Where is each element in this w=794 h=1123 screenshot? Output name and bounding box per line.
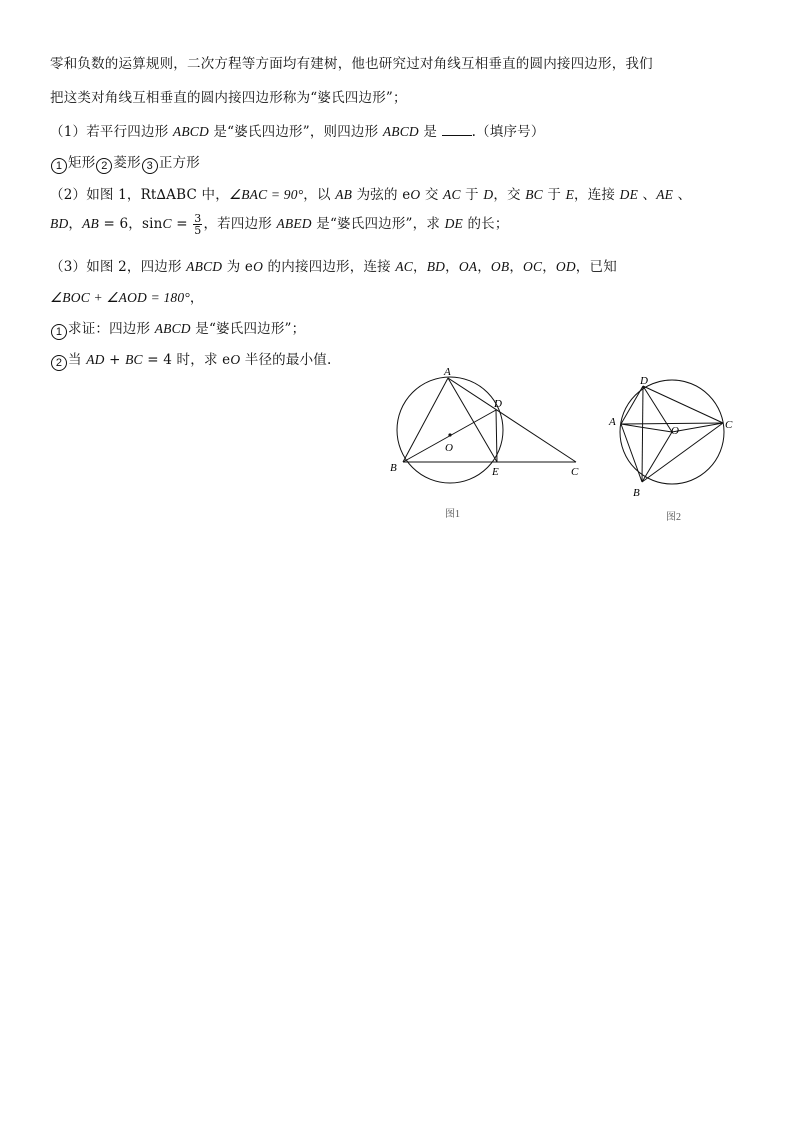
question-2-line-1: （2）如图 1，Rt∆ABC 中，∠BAC = 90°，以 AB 为弦的 eO 交 AC 于 D，交 BC 于 E，连接 DE 、AE 、 [50, 187, 692, 203]
fig2-caption: 图2 [666, 512, 681, 523]
question-1: （1）若平行四边形 ABCD 是“婆氏四边形”，则四边形 ABCD 是 .（填序号） [50, 124, 545, 140]
question-3-line-1: （3）如图 2，四边形 ABCD 为 eO 的内接四边形，连接 AC，BD，OA，OB，OC，OD，已知 [50, 259, 617, 275]
answer-blank [442, 123, 472, 136]
fig1-segment-de [496, 410, 497, 462]
option-1-text: 矩形 [68, 155, 96, 171]
fig2-label-o: O [671, 425, 679, 437]
option-2-number: 2 [96, 158, 112, 174]
fig2-segment-ac [621, 423, 723, 424]
fig1-label-d: D [494, 398, 502, 410]
option-3-number: 3 [142, 158, 158, 174]
fig1-label-o: O [445, 442, 453, 454]
question-1-options [50, 151, 200, 174]
fig1-caption: 图1 [445, 509, 460, 520]
fig2-label-b: B [633, 487, 640, 499]
figure-2 [600, 372, 750, 532]
fig1-center-dot [448, 433, 451, 436]
fig1-label-a: A [444, 366, 451, 378]
fig1-segment-ac [448, 378, 576, 462]
fig2-segment-oc [672, 423, 723, 432]
subquestion-2: 2 当 AD + BC = 4 时，求 eO 半径的最小值. [50, 348, 331, 371]
question-2-line-2: BD，AB = 6，sinC = $\frac{3}{5}$ ，若四边形 ABED 是“婆氏四边形”，求 DE 的长； [50, 212, 509, 237]
option-3-text: 正方形 [158, 155, 200, 171]
fig1-circle-o [397, 377, 503, 483]
fig1-label-b: B [390, 462, 397, 474]
figure-1 [380, 365, 600, 530]
fraction-three-fifths: $\frac{3}{5}$ [194, 212, 202, 237]
fig1-segment-ae [448, 378, 497, 462]
text-line-2: 把这类对角线互相垂直的圆内接四边形称为“婆氏四边形”； [50, 90, 407, 106]
fig1-label-c: C [571, 466, 579, 478]
fig1-label-e: E [492, 466, 499, 478]
fig2-label-d: D [640, 375, 648, 387]
fig2-segment-bd [642, 386, 643, 482]
option-1-number: 1 [51, 158, 67, 174]
text-line-1: 零和负数的运算规则，二次方程等方面均有建树，他也研究过对角线互相垂直的圆内接四边形，我们 [50, 56, 653, 72]
fig2-segment-bc [642, 423, 723, 482]
option-2-text: 菱形 [113, 155, 141, 171]
fig2-segment-ob [642, 432, 672, 482]
subquestion-2-number: 2 [51, 355, 67, 371]
fig2-segment-da [621, 386, 643, 424]
fig2-segment-oa [621, 424, 672, 432]
fig2-label-a: A [609, 416, 616, 428]
subquestion-1-number: 1 [51, 324, 67, 340]
question-3-line-2: ∠BOC + ∠AOD = 180°， [50, 290, 204, 306]
fig2-label-c: C [725, 419, 733, 431]
subquestion-1: 1 求证：四边形 ABCD 是“婆氏四边形”； [50, 317, 305, 340]
